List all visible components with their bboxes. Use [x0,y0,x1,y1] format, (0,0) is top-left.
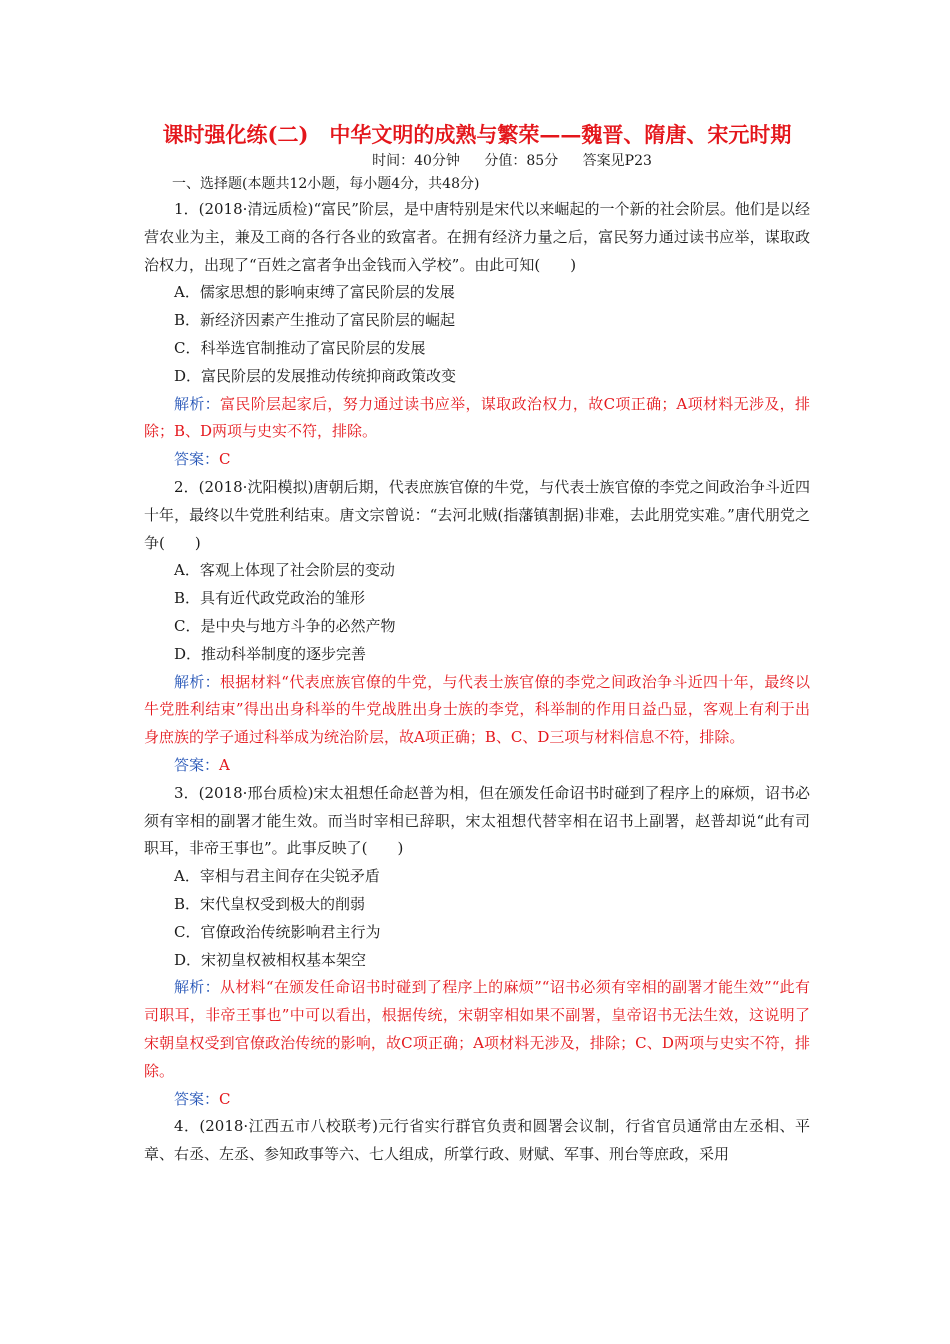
question-stem: 3．(2018·邢台质检)宋太祖想任命赵普为相，但在颁发任命诏书时碰到了程序上的麻烦，诏书必须有宰相的副署才能生效。而当时宰相已辞职，宋太祖想代替宰相在诏书上副署，赵普却说“此有司职耳，非帝王事也”。此事反映了( ) [144,783,810,858]
option-c: C．是中央与地方斗争的必然产物 [174,616,396,635]
question-3 [144,780,810,1114]
option-c: C．科举选官制推动了富民阶层的发展 [174,338,426,357]
answer-label: 答案： [174,755,220,774]
option-a: A．儒家思想的影响束缚了富民阶层的发展 [174,283,455,302]
answer-value: C [219,1089,231,1108]
explanation-label: 解析： [174,978,220,997]
question-stem: 2．(2018·沈阳模拟)唐朝后期，代表庶族官僚的牛党，与代表士族官僚的李党之间政治争斗近四十年，最终以牛党胜利结束。唐文宗曾说：“去河北贼(指藩镇割据)非难，去此朋党实难。”唐代朋党之争( ) [144,477,810,552]
explanation-label: 解析： [174,672,220,691]
time-limit: 时间：40分钟 [372,153,460,169]
option-b: B．宋代皇权受到极大的削弱 [174,894,366,913]
option-a: A．客观上体现了社会阶层的变动 [174,561,395,580]
answer [144,446,810,474]
option-a: A．宰相与君主间存在尖锐矛盾 [174,867,380,886]
total-score: 分值：85分 [484,153,559,169]
option-c: C．官僚政治传统影响君主行为 [174,922,381,941]
section-heading: 一、选择题(本题共12小题，每小题4分，共48分) [172,176,480,192]
answer-label: 答案： [174,1089,220,1108]
answer-reference: 答案见P23 [582,153,652,169]
option-d: D．宋初皇权被相权基本架空 [174,950,367,969]
explanation-text: 富民阶层起家后，努力通过读书应举，谋取政治权力，故C项正确；A项材料无涉及，排除；B、D两项与史实不符，排除。 [144,394,810,441]
explanation-text: 根据材料“代表庶族官僚的牛党，与代表士族官僚的李党之间政治争斗近四十年，最终以牛党胜利结束”得出出身科举的牛党战胜出身士族的李党，科举制的作用日益凸显，客观上有利于出身庶族的学子通过科举成为统治阶层，故A项正确；B、C、D三项与材料信息不符，排除。 [144,672,810,747]
explanation-text: 从材料“在颁发任命诏书时碰到了程序上的麻烦”“诏书必须有宰相的副署才能生效”“此有司职耳，非帝王事也”中可以看出，根据传统，宋朝宰相如果不副署，皇帝诏书无法生效，这说明了宋朝皇权受到官僚政治传统的影响，故C项正确；A项材料无涉及，排除；C、D两项与史实不符，排除。 [144,978,810,1080]
answer [144,1086,810,1114]
option-b: B．具有近代政党政治的雏形 [174,589,366,608]
answer-label: 答案： [174,450,220,469]
question-1 [144,196,810,474]
answer-value: A [219,755,230,774]
answer [144,752,810,780]
explanation-label: 解析： [174,394,221,413]
answer-value: C [219,450,231,469]
option-d: D．推动科举制度的逐步完善 [174,644,367,663]
exam-meta [214,150,810,172]
explanation [144,391,810,447]
question-stem: 4．(2018·江西五市八校联考)元行省实行群官负责和圆署会议制，行省官员通常由左丞相、平章、右丞、左丞、参知政事等六、七人组成，所掌行政、财赋、军事、刑台等庶政，采用 [144,1117,810,1164]
option-d: D．富民阶层的发展推动传统抑商政策改变 [174,366,457,385]
explanation [144,669,810,752]
option-b: B．新经济因素产生推动了富民阶层的崛起 [174,311,456,330]
question-4 [144,1113,810,1169]
question-stem: 1．(2018·清远质检)“富民”阶层，是中唐特别是宋代以来崛起的一个新的社会阶层。他们是以经营农业为主，兼及工商的各行各业的致富者。在拥有经济力量之后，富民努力通过读书应举，谋取政治权力，出现了“百姓之富者争出金钱而入学校”。由此可知( ) [144,200,810,274]
page-title: 课时强化练(二) 中华文明的成熟与繁荣——魏晋、隋唐、宋元时期 [162,122,792,147]
question-2 [144,474,810,780]
explanation [144,974,810,1085]
